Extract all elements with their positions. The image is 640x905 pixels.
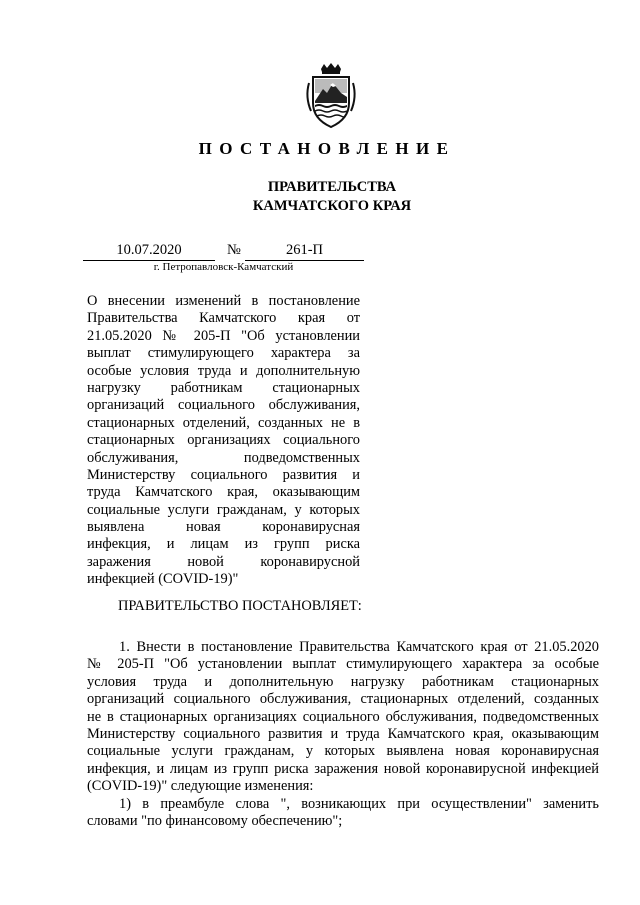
subject-line: инфекция, и лицам из групп риска [87,536,360,553]
document-body [87,639,599,830]
subject-line: организаций социального обслуживания, [87,397,360,414]
document-subject [87,293,360,589]
subject-line: 21.05.2020 № 205-П "Об установлении [87,327,360,344]
subject-line: стационарных отделений, созданных не в [87,414,360,431]
subject-line: Министерству социального развития и [87,466,360,483]
subject-line: труда Камчатского края, оказывающим [87,484,360,501]
issuer-line: ПРАВИТЕЛЬСТВА [267,179,397,195]
decree-statement: ПРАВИТЕЛЬСТВО ПОСТАНОВЛЯЕТ: [118,598,362,614]
issuer-heading [0,178,640,216]
body-line: Министерству социального развития и труда Камчатского края, оказывающим [87,725,599,742]
body-line: инфекция, и лицам из групп риска заражения новой коронавирусной инфекцией [87,760,599,777]
document-number: 261-П [245,242,364,261]
subject-line: нагрузку работникам стационарных [87,379,360,396]
subject-line: заражения новой коронавирусной [87,553,360,570]
subject-line: Правительства Камчатского края от [87,310,360,327]
kamchatka-coat-of-arms-icon [303,63,359,129]
document-type-title: ПОСТАНОВЛЕНИЕ [198,139,456,158]
body-line: № 205-П "Об установлении выплат стимулирующего характера за особые [87,656,599,673]
body-line: 1) в преамбуле слова ", возникающих при осуществлении" заменить [119,795,599,812]
subject-line: обслуживания, подведомственных [87,449,360,466]
body-line: (COVID-19)" следующие изменения: [87,778,314,795]
body-line: социальные услуги гражданам, у которых выявлена новая коронавирусная [87,743,599,760]
subject-line: выплат стимулирующего характера за [87,345,360,362]
body-line: условия труда и дополнительную нагрузку работникам стационарных [87,673,599,690]
subject-line: социальные услуги гражданам, у которых [87,501,360,518]
body-line: словами "по финансовому обеспечению"; [87,812,343,829]
body-line: 1. Внести в постановление Правительства Камчатского края от 21.05.2020 [119,639,599,655]
subject-line: особые условия труда и дополнительную [87,362,360,379]
number-sign: № [227,242,241,258]
city-name: г. Петропавловск-Камчатский [153,261,294,273]
subject-line: О внесении изменений в постановление [87,293,360,309]
body-line: не в стационарных организациях социального обслуживания, подведомственных [87,708,599,725]
issuer-line: КАМЧАТСКОГО КРАЯ [252,198,412,214]
body-line: организаций социального обслуживания, стационарных отделений, созданных [87,691,599,708]
subject-line: стационарных организациях социального [87,432,360,449]
subject-line: выявлена новая коронавирусная [87,519,360,536]
document-date: 10.07.2020 [83,242,215,261]
subject-line: инфекцией (COVID-19)" [87,571,239,588]
